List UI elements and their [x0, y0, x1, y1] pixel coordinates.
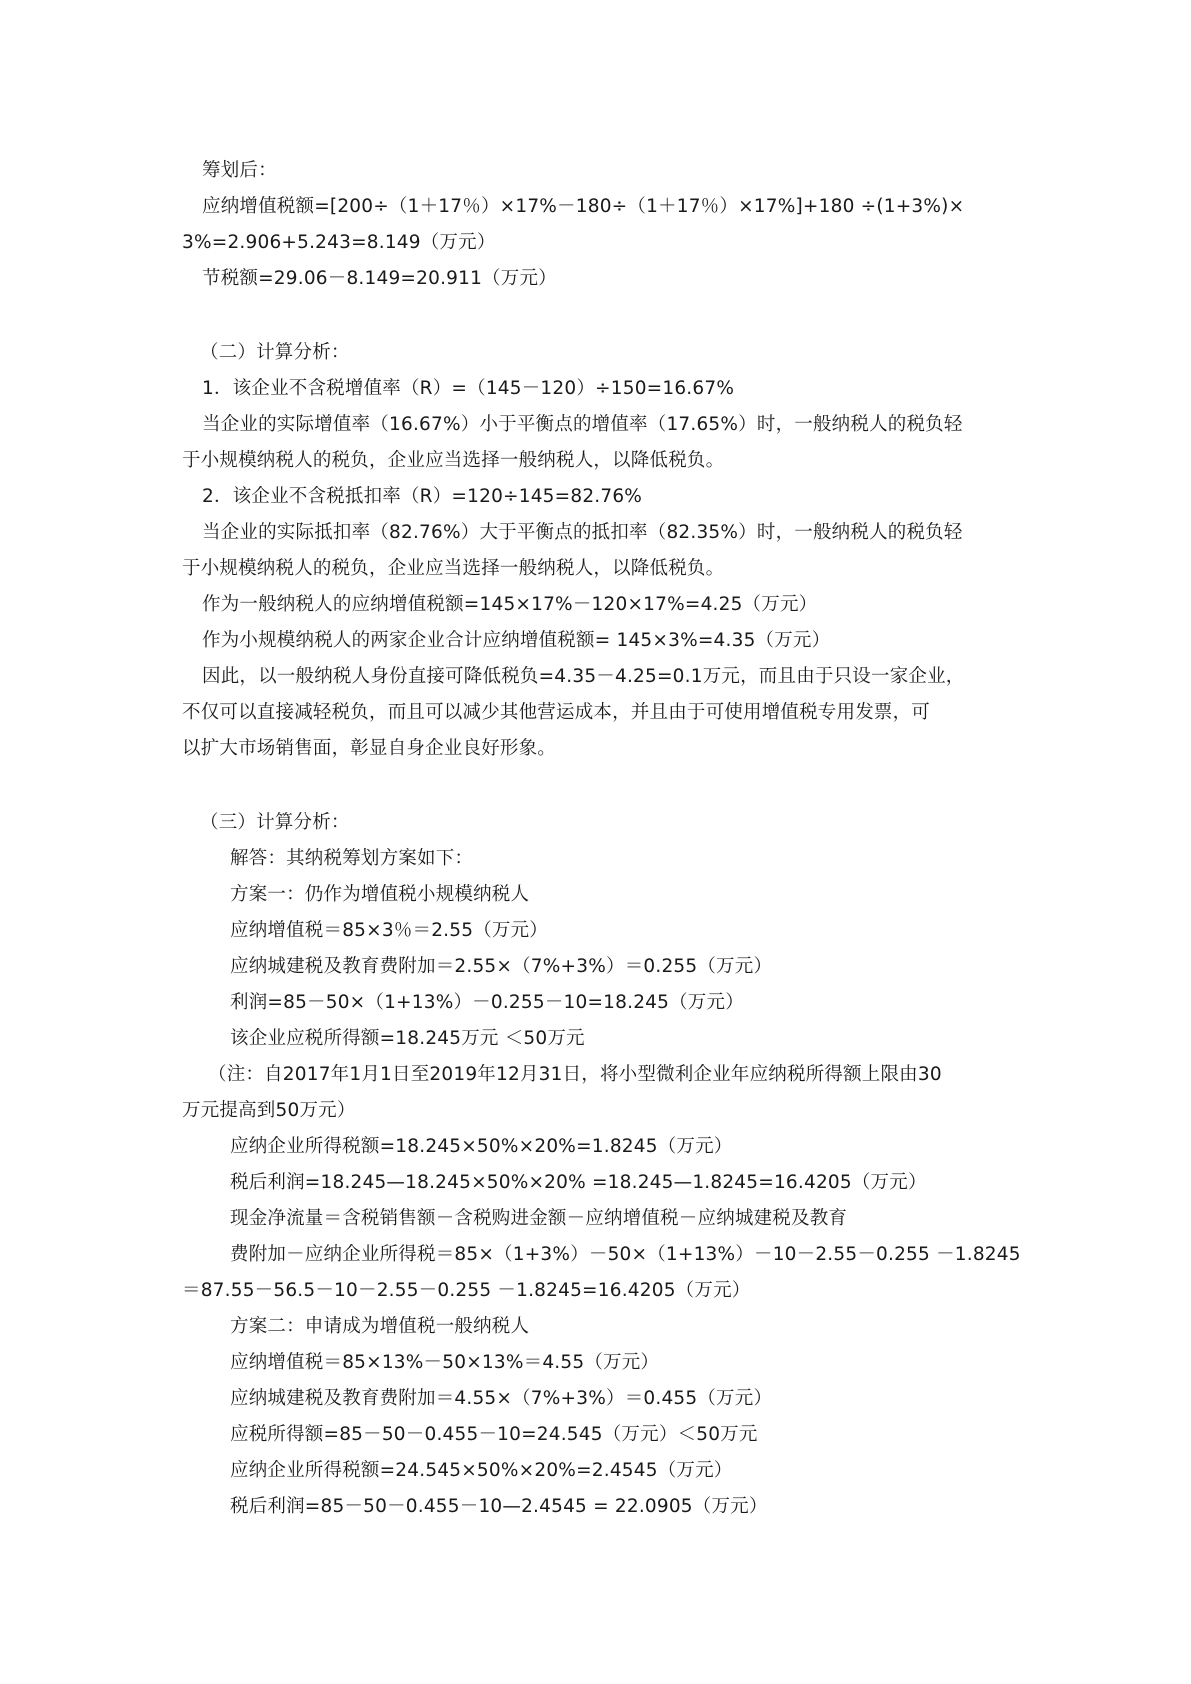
text-line: 应纳企业所得税额=18.245×50%×20%=1.8245（万元） — [230, 1136, 733, 1157]
text-line: 税后利润=18.245—18.245×50%×20% =18.245—1.8245=16.4205（万元） — [230, 1172, 927, 1193]
text-line: 3%=2.906+5.243=8.149（万元） — [182, 232, 496, 253]
text-line: 解答：其纳税筹划方案如下： — [230, 848, 474, 869]
text-line: ＝87.55－56.5－10－2.55－0.255 －1.8245=16.4205（万元） — [182, 1280, 751, 1301]
text-line: 1．该企业不含税增值率（R）=（145－120）÷150=16.67% — [202, 378, 735, 399]
text-line: 应纳企业所得税额=24.545×50%×20%=2.4545（万元） — [230, 1460, 733, 1481]
text-line: 因此，以一般纳税人身份直接可降低税负=4.35－4.25=0.1万元，而且由于只设一家企业， — [202, 666, 965, 687]
text-line: 应纳增值税＝85×3％＝2.55（万元） — [230, 920, 549, 941]
text-line: 当企业的实际抵扣率（82.76%）大于平衡点的抵扣率（82.35%）时，一般纳税人的税负轻 — [202, 522, 963, 543]
section-heading: （二）计算分析： — [200, 342, 350, 363]
text-line: 应纳增值税额=[200÷（1＋17％）×17%－180÷（1＋17％）×17%]+180 ÷(1+3%)× — [202, 196, 965, 217]
text-line: 筹划后： — [202, 160, 277, 181]
text-line: 当企业的实际增值率（16.67%）小于平衡点的增值率（17.65%）时，一般纳税人的税负轻 — [202, 414, 963, 435]
text-line: 作为小规模纳税人的两家企业合计应纳增值税额= 145×3%=4.35（万元） — [202, 630, 831, 651]
text-line: 方案二：申请成为增值税一般纳税人 — [230, 1316, 530, 1337]
note-line: （注：自2017年1月1日至2019年12月31日，将小型微利企业年应纳税所得额上限由30 — [208, 1064, 942, 1085]
text-line: 税后利润=85－50－0.455－10—2.4545 = 22.0905（万元） — [230, 1496, 768, 1517]
section-heading: （三）计算分析： — [200, 812, 350, 833]
text-line: 该企业应税所得额=18.245万元 ＜50万元 — [230, 1028, 585, 1049]
text-line: 不仅可以直接减轻税负，而且可以减少其他营运成本，并且由于可使用增值税专用发票，可 — [182, 702, 931, 723]
text-line: 2．该企业不含税抵扣率（R）=120÷145=82.76% — [202, 486, 643, 507]
text-line: 以扩大市场销售面，彰显自身企业良好形象。 — [182, 738, 557, 759]
text-line: 应税所得额=85－50－0.455－10=24.545（万元）＜50万元 — [230, 1424, 758, 1445]
text-line: 节税额=29.06－8.149=20.911（万元） — [202, 268, 557, 289]
text-line: 应纳城建税及教育费附加＝4.55×（7%+3%）＝0.455（万元） — [230, 1388, 773, 1409]
text-line: 作为一般纳税人的应纳增值税额=145×17%－120×17%=4.25（万元） — [202, 594, 818, 615]
text-line: 方案一：仍作为增值税小规模纳税人 — [230, 884, 530, 905]
text-line: 于小规模纳税人的税负，企业应当选择一般纳税人，以降低税负。 — [182, 450, 725, 471]
text-line: 费附加－应纳企业所得税＝85×（1+3%）－50×（1+13%）－10－2.55－0.255 －1.8245 — [230, 1244, 1021, 1265]
note-line: 万元提高到50万元） — [182, 1100, 356, 1121]
text-line: 于小规模纳税人的税负，企业应当选择一般纳税人，以降低税负。 — [182, 558, 725, 579]
text-line: 现金净流量＝含税销售额－含税购进金额－应纳增值税－应纳城建税及教育 — [230, 1208, 848, 1229]
text-line: 应纳增值税＝85×13%－50×13%＝4.55（万元） — [230, 1352, 660, 1373]
text-line: 利润=85－50×（1+13%）－0.255－10=18.245（万元） — [230, 992, 744, 1013]
text-line: 应纳城建税及教育费附加＝2.55×（7%+3%）＝0.255（万元） — [230, 956, 773, 977]
